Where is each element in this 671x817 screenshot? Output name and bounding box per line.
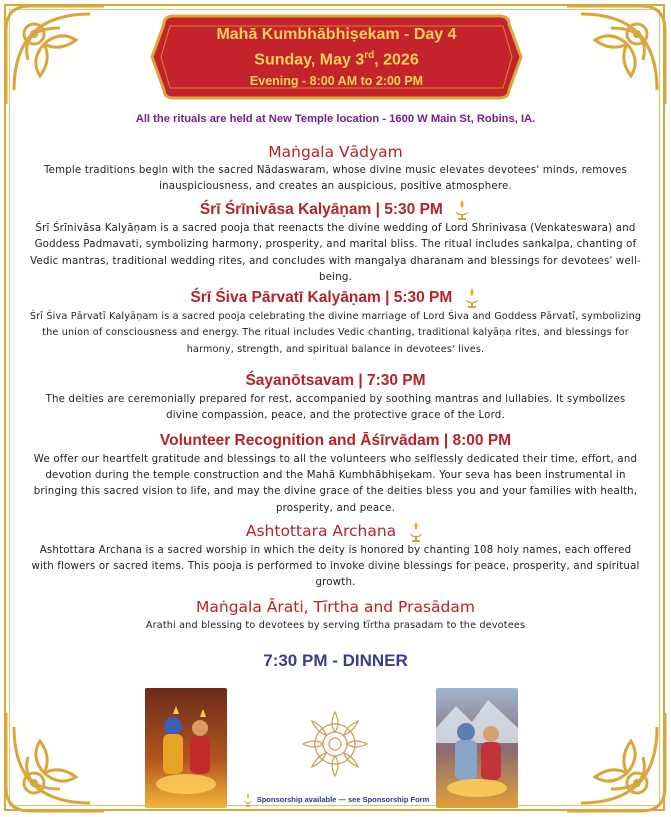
event-heading: Śrī Śiva Pārvatī Kalyāṇam | 5:30 PM	[28, 287, 643, 309]
oil-lamp-icon	[463, 287, 481, 309]
oil-lamp-icon	[242, 792, 254, 808]
event-description: Arathi and blessing to devotees by serving tīrtha prasadam to the devotees	[145, 620, 526, 631]
event-section	[28, 430, 643, 517]
deity-image-right	[436, 688, 518, 808]
event-description: Temple traditions begin with the sacred Nādaswaram, whose divine music elevates devotees' minds, removes inauspiciousness, and creates an auspicious, positive atmosphere.	[43, 165, 628, 193]
oil-lamp-icon	[453, 199, 471, 221]
event-section	[28, 287, 643, 358]
event-heading: Śayanōtsavam | 7:30 PM	[245, 372, 426, 389]
event-heading: Volunteer Recognition and Āśīrvādam | 8:00 PM	[159, 432, 512, 449]
event-description: We offer our heartfelt gratitude and blessings to all the volunteers who selflessly dedicated their time, effort, and devotion during the temple construction and the Mahā Kumbhābhiṣekam. Your seva has been instrumental in bringing this sacred vision to life, and may the divine grace of the deities bless you and your families with health, prosperity, and peace.	[33, 454, 638, 514]
event-time: Evening - 8:00 AM to 2:00 PM	[249, 74, 424, 89]
event-description: Śrī Śrīnivāsa Kalyāṇam is a sacred pooja that reenacts the divine wedding of Lord Shrinivasa (Venkateswara) and Goddess Padmavati, symbolizing harmony, prosperity, and marital bliss. The ritual includes sankalpa, chanting of Vedic mantras, traditional wedding rites, and concludes with mangalya dharanam and blessings for devotees' well-being.	[30, 223, 641, 283]
event-heading: Ashtottara Archana	[28, 520, 643, 543]
event-description: The deities are ceremonially prepared for rest, accompanied by soothing mantras and lullabies. It symbolizes divine compassion, peace, and the protective grace of the Lord.	[45, 394, 626, 422]
event-heading: Maṅgala Ārati, Tīrtha and Prasādam	[196, 598, 475, 616]
event-section	[28, 199, 643, 286]
sponsorship-note: Sponsorship available — see Sponsorship Form	[0, 792, 671, 808]
event-description: Ashtottara Archana is a sacred worship in which the deity is honored by chanting 108 holy names, each offered with flowers or sacred items. This pooja is performed to invoke divine blessings for peace, prosperity, and spiritual growth.	[31, 544, 640, 588]
event-heading: Śrī Śrīnivāsa Kalyāṇam | 5:30 PM	[28, 199, 643, 221]
mandala-icon	[301, 710, 369, 778]
corner-ornament-icon	[561, 0, 671, 110]
event-date: Sunday, May 3rd, 2026	[254, 50, 419, 69]
location-note: All the rituals are held at New Temple location - 1600 W Main St, Robins, IA.	[135, 113, 536, 125]
event-section	[28, 596, 643, 634]
event-section	[28, 141, 643, 195]
event-description: Śrī Śiva Pārvatī Kalyāṇam is a sacred pooja celebrating the divine marriage of Lord Śiva and Goddess Pārvatī, symbolizing the union of consciousness and energy. The ritual includes Vedic chanting, traditional kalyāṇa rites, and blessings for harmony, strength, and spiritual balance in devotees' lives.	[29, 311, 642, 355]
banner-text	[150, 24, 523, 91]
dinner-notice: 7:30 PM - DINNER	[263, 651, 408, 670]
corner-ornament-icon	[0, 0, 110, 110]
deity-image-left	[145, 688, 227, 808]
event-section	[28, 520, 643, 591]
event-heading: Maṅgala Vādyam	[268, 143, 403, 161]
event-title: Mahā Kumbhābhiṣekam - Day 4	[216, 26, 457, 43]
oil-lamp-icon	[407, 521, 425, 543]
event-section	[28, 370, 643, 424]
